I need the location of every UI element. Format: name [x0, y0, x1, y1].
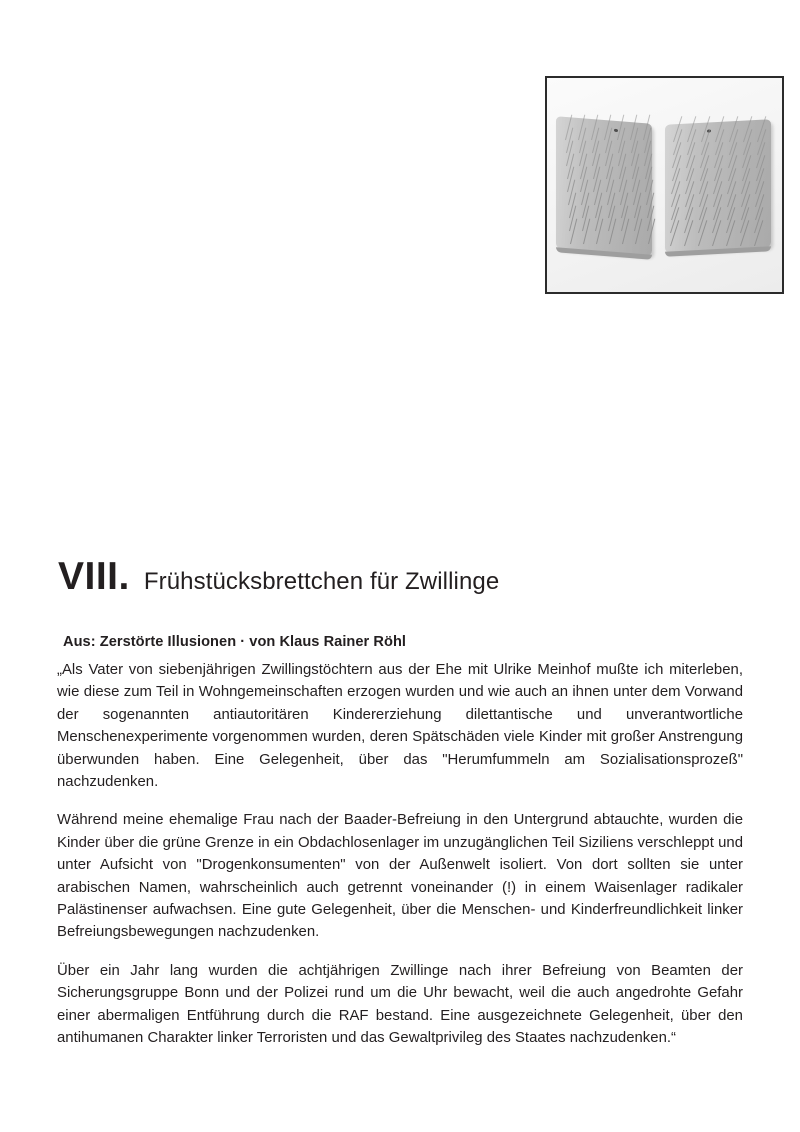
paragraph: Über ein Jahr lang wurden die achtjährigen Zwillinge nach ihrer Befreiung von Beamten der Sicherungsgruppe Bonn und der Polizei rund um die Uhr bewacht, weil die auch angedrohte Gefahr einer abermaligen Entführung durch die RAF bestand. Eine ausgezeichnete Gelegenheit, über den antihumanen Charakter linker Terroristen und das Gewaltprivileg des Staates nachzudenken.“: [57, 962, 743, 1047]
source-attribution: Aus: Zerstörte Illusionen · von Klaus Rainer Röhl: [63, 634, 407, 650]
page-title: [58, 557, 499, 596]
chapter-title: Frühstücksbrettchen für Zwillinge: [143, 568, 500, 595]
board-left-hole: [614, 129, 618, 132]
chapter-number: VIII.: [58, 555, 130, 598]
figure-nail-boards: [545, 76, 784, 294]
body-text: [57, 659, 743, 1050]
figure-photo: [547, 78, 782, 292]
paragraph: „Als Vater von siebenjährigen Zwillingstöchtern aus der Ehe mit Ulrike Meinhof mußte ich miterleben, wie diese zum Teil in Wohngemeinschaften erzogen wurden und wie auch an ihnen unter dem Vorwand der sogenannten antiautoritären Kindererziehung dilettantische und unverantwortliche Menschenexperimente vorgenommen wurden, deren Spätschäden viele Kinder mit großer Anstrengung überwunden haben. Eine Gelegenheit, über das "Herumfummeln am Sozialisationsprozeß" nachzudenken.: [57, 662, 743, 791]
paragraph: Während meine ehemalige Frau nach der Baader-Befreiung in den Untergrund abtauchte, wurden die Kinder über die grüne Grenze in ein Obdachlosenlager im unzugänglichen Teil Siziliens verschleppt und unter Aufsicht von "Drogenkonsumenten" von der Außenwelt isoliert. Von dort sollten sie unter arabischen Namen, wahrscheinlich auch getrennt voneinander (!) in einem Waisenlager radikaler Palästinenser aufwachsen. Eine gute Gelegenheit, über die Menschen- und Kinderfreundlichkeit linker Befreiungsbewegungen nachzudenken.: [57, 812, 743, 941]
